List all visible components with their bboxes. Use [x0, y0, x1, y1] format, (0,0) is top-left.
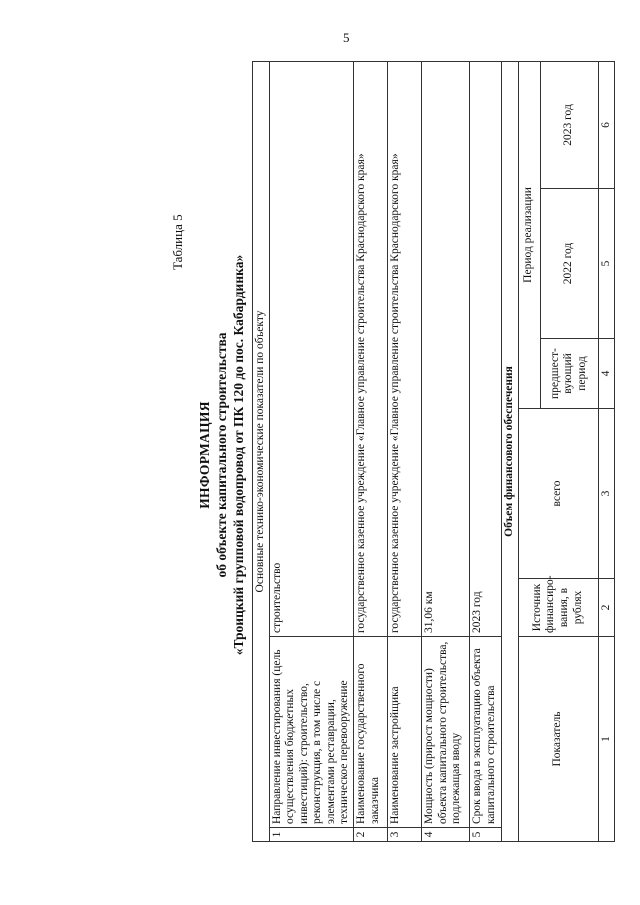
source-header: Источник финансиро-вания, в рублях: [518, 579, 598, 637]
row-label: Мощность (прирост мощности) объекта капитального строительства, подлежащая вводу: [421, 637, 469, 828]
table-row: [387, 61, 421, 841]
column-numbers-row: [598, 61, 615, 841]
year-2022-header: 2022 год: [540, 189, 598, 339]
rotated-page-content: [40, 50, 612, 860]
year-2023-header: 2023 год: [540, 61, 598, 188]
section-header-row: [253, 61, 270, 841]
row-number: 3: [387, 828, 421, 842]
object-name: «Троицкий групповой водопровод от ПК 120 до пос. Кабардинка»: [231, 254, 246, 656]
table-caption: Таблица 5: [170, 214, 185, 270]
column-number: 5: [598, 189, 615, 339]
row-value: государственное казенное учреждение «Главное управление строительства Краснодарского края»: [387, 61, 421, 636]
row-label: Срок ввода в эксплуатацию объекта капитального строительства: [469, 637, 501, 828]
period-header: Период реализации: [518, 61, 540, 408]
previous-period-header: предшест-вующий период: [540, 339, 598, 409]
column-number: 1: [598, 637, 615, 842]
section1-header: Основные технико-экономические показатели по объекту: [253, 61, 270, 841]
row-number: 2: [353, 828, 387, 842]
table-row: [353, 61, 387, 841]
row-value: государственное казенное учреждение «Главное управление строительства Краснодарского края»: [353, 61, 387, 636]
fin-header-row: [518, 61, 540, 841]
page-number: 5: [343, 30, 350, 45]
row-value: 2023 год: [469, 61, 501, 636]
document-subtitle: об объекте капитального строительства: [214, 332, 229, 578]
row-number: 4: [421, 828, 469, 842]
column-number: 4: [598, 339, 615, 409]
total-header: всего: [518, 409, 598, 579]
row-value: строительство: [269, 61, 353, 636]
column-number: 6: [598, 61, 615, 188]
table-row: [269, 61, 353, 841]
table-row: [469, 61, 501, 841]
column-number: 2: [598, 579, 615, 637]
section-header-row: [501, 61, 518, 841]
column-number: 3: [598, 409, 615, 579]
row-number: 1: [269, 828, 353, 842]
row-label: Наименование государственного заказчика: [353, 637, 387, 828]
section2-header: Объем финансового обеспечения: [501, 61, 518, 841]
row-label: Направление инвестирования (цель осуществления бюджетных инвестиций): строительство, реконструкция, в том числе с элементами реставрации, техническое перевооружение: [269, 637, 353, 828]
row-label: Наименование застройщика: [387, 637, 421, 828]
table-row: [421, 61, 469, 841]
row-value: 31,06 км: [421, 61, 469, 636]
document-title: ИНФОРМАЦИЯ: [197, 401, 212, 509]
indicator-header: Показатель: [518, 637, 598, 842]
row-number: 5: [469, 828, 501, 842]
info-table: [252, 61, 615, 842]
